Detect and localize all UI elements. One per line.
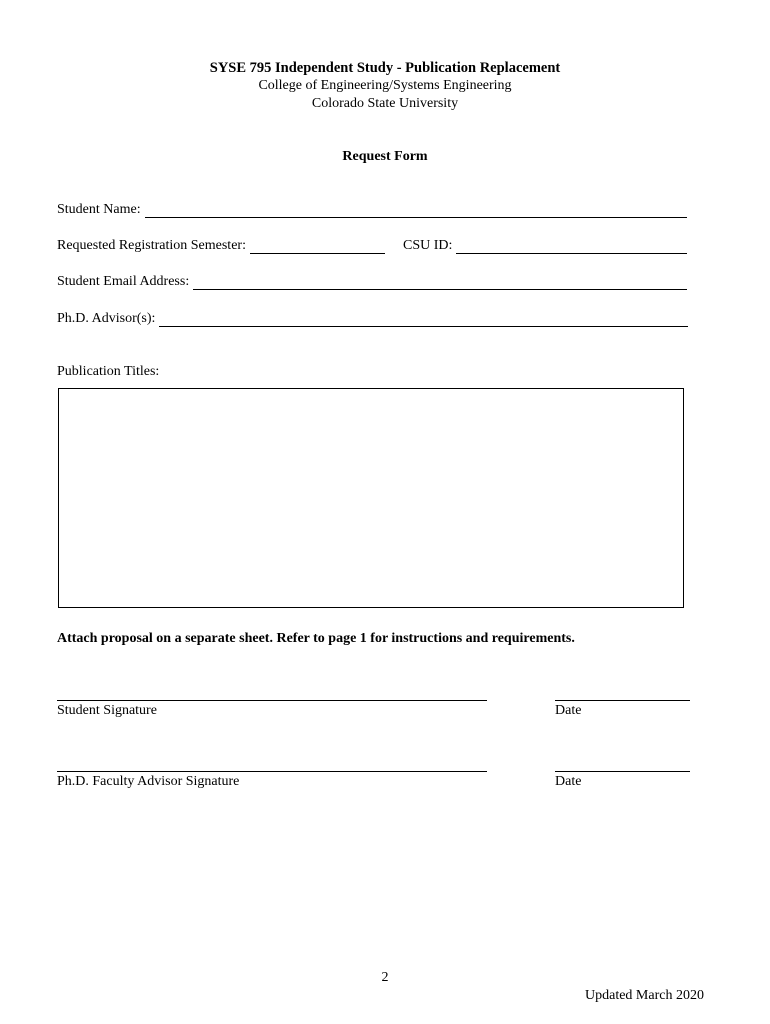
csu-id-field[interactable]	[456, 239, 687, 254]
email-field[interactable]	[193, 275, 687, 290]
student-signature-label: Student Signature	[57, 703, 157, 718]
updated-date: Updated March 2020	[585, 988, 704, 1003]
student-date-line[interactable]	[555, 700, 690, 701]
college-name: College of Engineering/Systems Engineering	[258, 78, 512, 93]
semester-label: Requested Registration Semester:	[57, 238, 246, 253]
student-name-field[interactable]	[145, 203, 687, 218]
advisor-field[interactable]	[159, 312, 688, 327]
student-name-label: Student Name:	[57, 202, 141, 217]
page-number: 2	[381, 970, 389, 985]
email-label: Student Email Address:	[57, 274, 190, 289]
email-row	[57, 274, 687, 290]
semester-row	[57, 238, 385, 254]
advisor-label: Ph.D. Advisor(s):	[57, 311, 156, 326]
student-date-label: Date	[555, 703, 582, 718]
faculty-date-line[interactable]	[555, 771, 690, 772]
csu-id-row	[403, 238, 687, 254]
attach-proposal-instructions: Attach proposal on a separate sheet. Refer to page 1 for instructions and requirements.	[57, 631, 575, 646]
publication-titles-label: Publication Titles:	[57, 364, 160, 379]
university-name: Colorado State University	[311, 96, 459, 111]
faculty-date-label: Date	[555, 774, 582, 789]
faculty-signature-label: Ph.D. Faculty Advisor Signature	[57, 774, 240, 789]
form-header-title: SYSE 795 Independent Study - Publication Replacement	[209, 60, 561, 76]
publication-titles-box[interactable]	[58, 388, 684, 608]
advisor-row	[57, 311, 688, 327]
faculty-signature-line[interactable]	[57, 771, 487, 772]
student-signature-line[interactable]	[57, 700, 487, 701]
csu-id-label: CSU ID:	[403, 238, 453, 253]
semester-field[interactable]	[250, 239, 385, 254]
form-title: Request Form	[342, 149, 428, 164]
student-name-row	[57, 202, 687, 218]
